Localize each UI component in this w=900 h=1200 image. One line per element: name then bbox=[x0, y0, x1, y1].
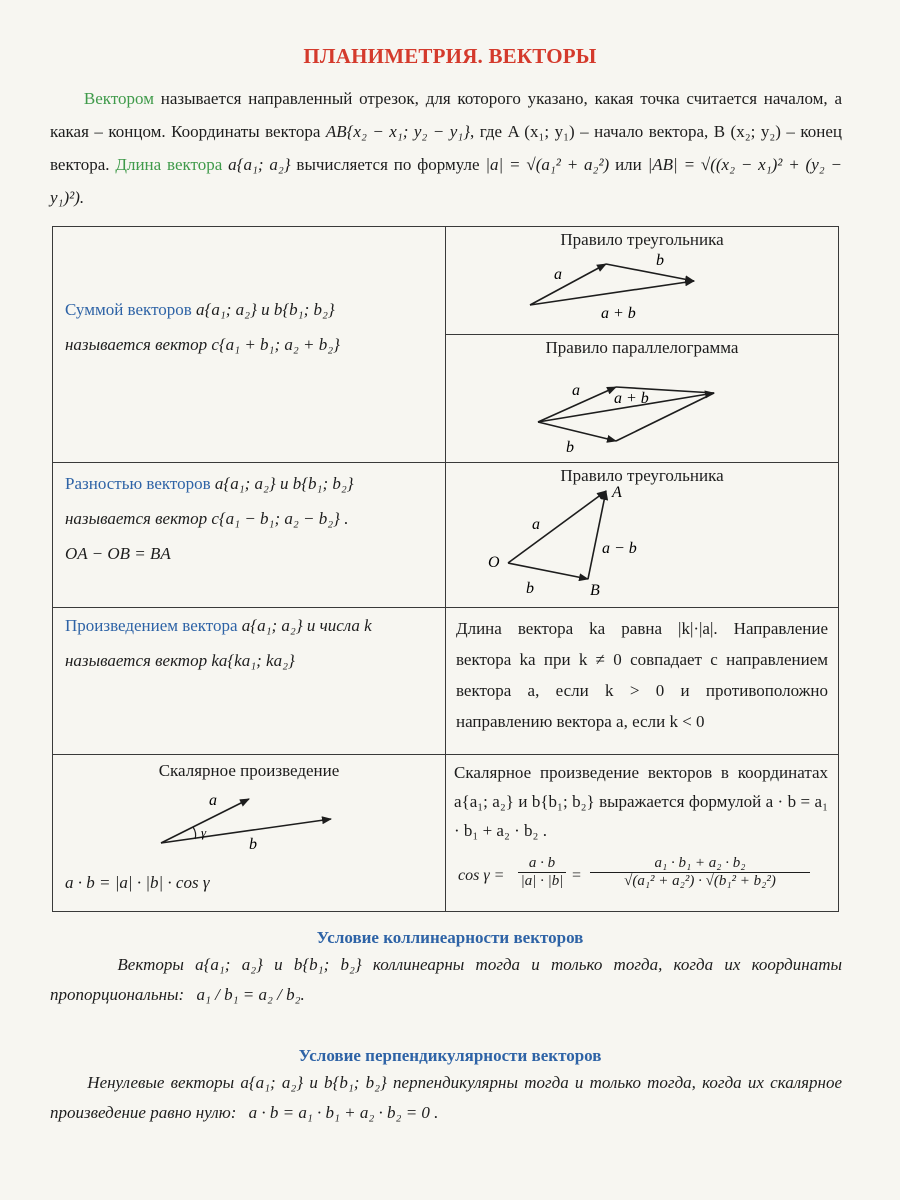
label-point-o: O bbox=[488, 554, 500, 571]
parallelogram-rule-box bbox=[446, 335, 838, 462]
sum-rules-cell bbox=[446, 227, 839, 463]
label-a: a bbox=[209, 792, 217, 809]
length-formula-1: |a| = √(a₁² + a₂²) bbox=[485, 155, 610, 174]
sum-definition-cell bbox=[53, 227, 446, 463]
or-word: или bbox=[609, 155, 648, 174]
cos-label: cos γ = bbox=[458, 867, 505, 884]
vector-b-arrow bbox=[538, 422, 616, 441]
page-title: ПЛАНИМЕТРИЯ. ВЕКТОРЫ bbox=[303, 44, 597, 68]
length-formula-2: |AB| = √((x₂ − x₁)² + (y₂ − y₁)²). bbox=[50, 155, 842, 207]
sum-result: называется вектор c{a₁ + b₁; a₂ + b₂} bbox=[65, 335, 340, 354]
vector-ba-arrow bbox=[588, 491, 606, 579]
label-a: a bbox=[572, 382, 580, 399]
angle-arc bbox=[193, 827, 196, 839]
intro-text-3: вычисляется по формуле bbox=[296, 155, 486, 174]
label-b: b bbox=[526, 580, 534, 597]
vector-oa-arrow bbox=[508, 491, 606, 563]
cos-formula bbox=[458, 855, 828, 905]
label-sum: a + b bbox=[614, 390, 649, 407]
scalar-coordinates-cell bbox=[446, 755, 839, 912]
label-sum: a + b bbox=[601, 305, 636, 322]
sum-triangle-diagram bbox=[446, 227, 839, 333]
parallelogram-diagram bbox=[446, 335, 839, 462]
intro-paragraph bbox=[50, 82, 842, 214]
difference-definition-cell bbox=[53, 463, 446, 608]
length-term: Длина вектора bbox=[115, 155, 223, 174]
cos-denominator-1: |a| · |b| bbox=[520, 873, 564, 889]
collinear-text: Векторы a{a₁; a₂} и b{b₁; b₂} коллинеарны тогда и только тогда, когда их координаты пропорциональны: bbox=[50, 955, 843, 1004]
label-a: a bbox=[532, 516, 540, 533]
cos-denominator-2: √(a₁² + a₂²) · √(b₁² + b₂²) bbox=[624, 873, 776, 889]
product-result: называется вектор ka{ka₁; ka₂} bbox=[65, 651, 295, 670]
ab-coords: AB{x₂ − x₁; y₂ − y₁} bbox=[325, 122, 470, 141]
difference-identity: OA − OB = BA bbox=[65, 544, 171, 563]
perpendicular-title: Условие перпендикулярности векторов bbox=[298, 1046, 602, 1065]
cos-fraction-1 bbox=[518, 855, 566, 890]
sum-triangle-title: Правило треугольника bbox=[560, 230, 724, 249]
cos-numerator-2: a₁ · b₁ + a₂ · b₂ bbox=[590, 855, 810, 873]
cos-numerator-1: a · b bbox=[518, 855, 566, 873]
product-term: Произведением вектора bbox=[65, 616, 238, 635]
difference-result: называется вектор c{a₁ − b₁; a₂ − b₂} . bbox=[65, 509, 349, 528]
label-point-b: B bbox=[590, 582, 600, 599]
vector-sum-arrow bbox=[530, 281, 694, 305]
intro-text-2: , где A (x₁; y₁) – начало вектора, B (x₂; y₂) – конец вектора. bbox=[50, 122, 842, 174]
vector-ob-arrow bbox=[508, 563, 588, 579]
label-b: b bbox=[566, 439, 574, 456]
product-definition-cell bbox=[53, 608, 446, 755]
collinear-paragraph bbox=[50, 950, 842, 1010]
difference-rule-cell bbox=[446, 463, 839, 608]
label-gamma: γ bbox=[201, 825, 207, 840]
collinear-title: Условие коллинеарности векторов bbox=[316, 928, 584, 947]
difference-triangle-diagram bbox=[446, 463, 839, 608]
product-coords: a{a₁; a₂} и числа k bbox=[237, 616, 372, 635]
difference-coords: a{a₁; a₂} и b{b₁; b₂} bbox=[210, 474, 354, 493]
sum-term: Суммой векторов bbox=[65, 300, 192, 319]
sum-coords: a{a₁; a₂} и b{b₁; b₂} bbox=[191, 300, 335, 319]
rules-table bbox=[52, 226, 839, 912]
label-b: b bbox=[656, 252, 664, 269]
triangle-rule-box bbox=[446, 227, 838, 335]
label-difference: a − b bbox=[602, 540, 637, 557]
product-rule-text: Длина вектора ka равна |k|·|a|. Направление вектора ka при k ≠ 0 совпадает с направлением вектора a, если k > 0 и противоположно направлению вектора a, если k < 0 bbox=[456, 619, 828, 731]
intro-text-1: называется направленный отрезок, для которого указано, какая точка считается началом, а какая – концом. Координаты вектора bbox=[50, 89, 842, 141]
product-rule-cell bbox=[446, 608, 839, 755]
scalar-coordinates-text: Скалярное произведение векторов в координатах a{a₁; a₂} и b{b₁; b₂} выражается формулой a · b = a₁ · b₁ + a₂ · b₂ . bbox=[454, 763, 828, 840]
perpendicular-formula: a · b = a₁ · b₁ + a₂ · b₂ = 0 . bbox=[248, 1103, 439, 1122]
difference-term: Разностью векторов bbox=[65, 474, 211, 493]
vector-term: Вектором bbox=[83, 89, 154, 108]
equals-sign: = bbox=[572, 867, 582, 884]
a-coords: a{a₁; a₂} bbox=[222, 155, 297, 174]
label-a: a bbox=[554, 266, 562, 283]
perpendicular-text: Ненулевые векторы a{a₁; a₂} и b{b₁; b₂} перпендикулярны тогда и только тогда, когда их скалярное произведение равно нулю: bbox=[50, 1073, 843, 1122]
label-point-a: A bbox=[612, 484, 622, 501]
difference-triangle-title: Правило треугольника bbox=[560, 466, 724, 485]
collinear-formula: a₁ / b₁ = a₂ / b₂. bbox=[196, 985, 305, 1004]
vector-b-arrow bbox=[606, 264, 694, 281]
scalar-formula: a · b = |a| · |b| · cos γ bbox=[65, 873, 210, 892]
parallelogram-title: Правило параллелограмма bbox=[545, 338, 739, 357]
perpendicular-paragraph bbox=[50, 1068, 842, 1128]
label-b: b bbox=[249, 836, 257, 853]
cos-fraction-2 bbox=[590, 855, 810, 890]
scalar-definition-cell bbox=[53, 755, 446, 912]
scalar-title: Скалярное произведение bbox=[158, 761, 340, 780]
